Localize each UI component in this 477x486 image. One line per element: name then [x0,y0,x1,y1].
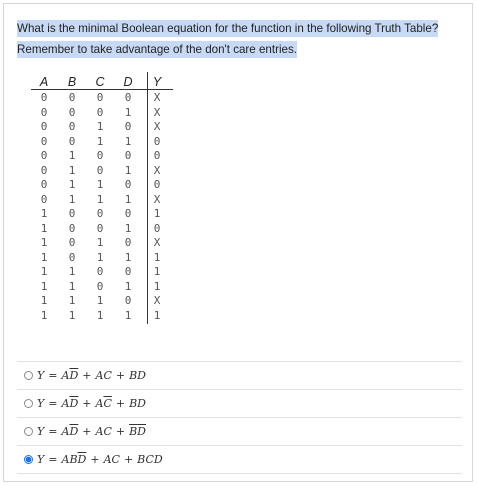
truth-table-cell: 1 [153,265,161,278]
truth-table-cell: 1 [96,120,104,133]
truth-table-cell: 0 [124,120,132,133]
truth-table-cell: 1 [124,279,132,293]
truth-table-cell: 1 [96,250,104,264]
truth-table-cell: 1 [40,294,48,307]
truth-table-cell: 1 [68,265,76,278]
truth-table-cell: 1 [124,134,132,148]
truth-table-cell: 1 [40,250,48,264]
truth-table-cell: 0 [96,265,104,278]
truth-table-output-divider [147,72,148,324]
radio-unchecked-icon[interactable] [24,399,33,408]
truth-table-header-y: Y [152,75,162,89]
truth-table-header-rule [31,89,173,90]
truth-table-header-d: D [123,75,133,89]
truth-table-cell: X [153,236,161,249]
truth-table-cell: 0 [96,163,104,177]
truth-table-header-a: A [39,75,49,89]
truth-table-cell: 1 [153,250,161,264]
truth-table-cell: 1 [40,308,48,322]
answer-option-3[interactable] [17,417,462,445]
truth-table-cell: 0 [153,134,161,148]
truth-table-cell: 0 [68,221,76,235]
truth-table-cell: 0 [40,192,48,206]
radio-unchecked-icon[interactable] [24,371,33,380]
truth-table-cell: X [153,91,161,104]
answer-option-1[interactable] [17,361,462,389]
truth-table-cell: 0 [40,178,48,191]
truth-table-cell: 0 [68,134,76,148]
truth-table-cell: 0 [124,207,132,220]
answer-options [17,361,462,474]
truth-table-cell: 0 [124,178,132,191]
truth-table-cell: 0 [96,207,104,220]
truth-table-cell: 1 [40,207,48,220]
truth-table-cell: 0 [124,149,132,162]
truth-table-cell: X [153,163,161,177]
truth-table-cell: 1 [153,279,161,293]
truth-table-cell: 0 [40,134,48,148]
truth-table-cell: 1 [40,236,48,249]
truth-table-cell: 1 [124,163,132,177]
truth-table-header-c: C [95,75,105,89]
truth-table-cell: 0 [153,149,161,162]
truth-table-cell: 0 [96,221,104,235]
answer-option-4[interactable] [17,445,462,474]
truth-table-cell: 1 [68,279,76,293]
truth-table-cell: 1 [68,294,76,307]
truth-table-cell: 0 [124,91,132,104]
truth-table-cell: 1 [124,250,132,264]
truth-table-cell: 0 [153,178,161,191]
truth-table-cell: 0 [68,207,76,220]
truth-table-cell: 1 [96,192,104,206]
truth-table-cell: 1 [124,221,132,235]
truth-table-cell: 0 [40,120,48,133]
radio-checked-icon[interactable] [24,455,33,464]
truth-table-cell: 1 [68,308,76,322]
truth-table-cell: 0 [153,221,161,235]
truth-table-cell: 1 [40,265,48,278]
truth-table-cell: 1 [153,207,161,220]
question-text: What is the minimal Boolean equation for the function in the following Truth Table? Remember to take advantage of the don't care entries. [17,22,439,56]
answer-option-2[interactable] [17,389,462,417]
truth-table-cell: 0 [68,91,76,104]
truth-table-cell: 1 [96,178,104,191]
truth-table-cell: 1 [96,236,104,249]
truth-table-header-b: B [67,75,77,89]
truth-table-cell: 0 [68,120,76,133]
option-equation: $Y = A\overline{D}$ + AC + BD [37,369,146,382]
truth-table-cell: 1 [40,279,48,293]
truth-table-cell: 1 [96,294,104,307]
truth-table-cell: 0 [68,236,76,249]
truth-table-cell: 1 [153,308,161,322]
truth-table-cell: 0 [40,91,48,104]
truth-table-cell: 1 [124,105,132,119]
truth-table-cell: 0 [96,105,104,119]
truth-table-cell: 0 [124,294,132,307]
question-card [3,3,473,482]
truth-table-cell: 1 [68,178,76,191]
truth-table-cell: 1 [40,221,48,235]
truth-table-cell: 1 [68,149,76,162]
truth-table-cell: 0 [124,265,132,278]
truth-table-cell: 0 [96,91,104,104]
truth-table-cell: 1 [96,134,104,148]
radio-unchecked-icon[interactable] [24,427,33,436]
truth-table-cell: X [153,294,161,307]
truth-table-cell: 0 [40,149,48,162]
truth-table-cell: 0 [40,105,48,119]
truth-table-cell: 0 [40,163,48,177]
truth-table-cell: X [153,105,161,119]
truth-table-cell: 0 [68,105,76,119]
truth-table-cell: 1 [68,163,76,177]
truth-table-cell: 1 [124,308,132,322]
truth-table-cell: 0 [96,279,104,293]
truth-table-cell: X [153,120,161,133]
truth-table-cell: 0 [68,250,76,264]
option-equation: $Y = A\overline{D}$ + AC + $\overline{B}\overline{D}$ [37,425,146,438]
option-equation: $Y = AB\overline{D}$ + AC + BCD [37,453,163,466]
truth-table-cell: 0 [124,236,132,249]
truth-table-cell: X [153,192,161,206]
truth-table-cell: 1 [68,192,76,206]
truth-table-cell: 1 [124,192,132,206]
truth-table-cell: 0 [96,149,104,162]
option-equation: $Y = A\overline{D} + A\overline{C}$ + BD [37,397,146,410]
truth-table-cell: 1 [96,308,104,322]
